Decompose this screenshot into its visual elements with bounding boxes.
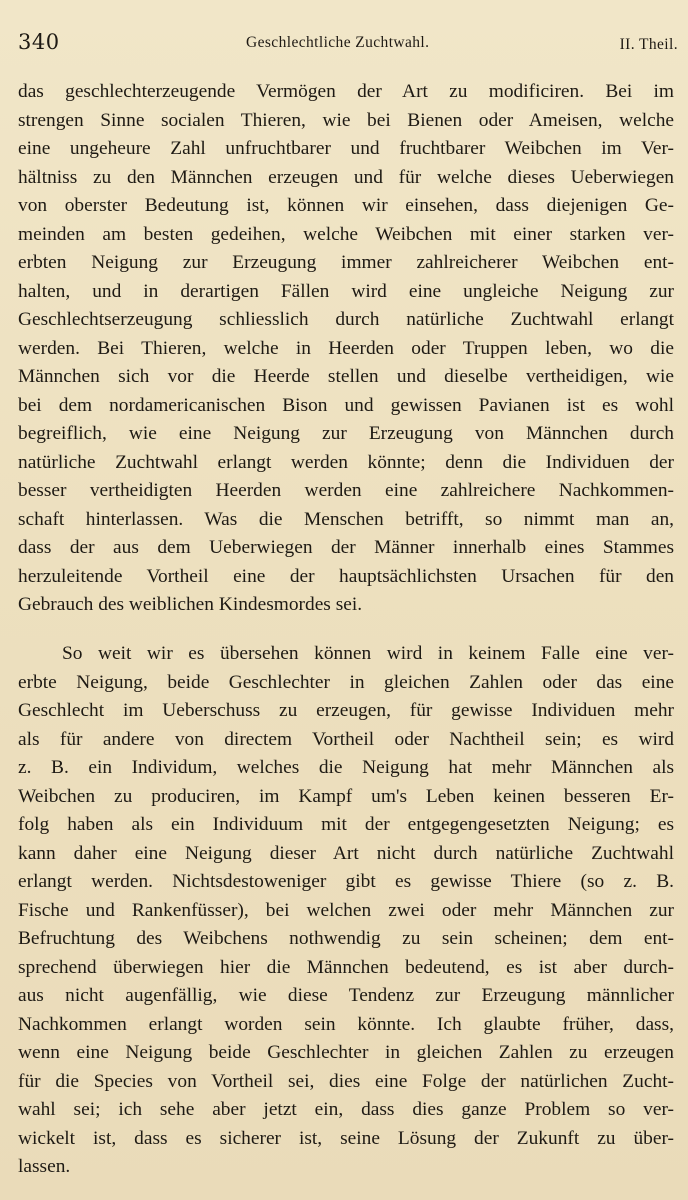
text-line: z. B. ein Individum, welches die Neigung hat mehr Männchen als [18, 757, 674, 778]
text-line: halten, und in derartigen Fällen wird eine ungleiche Neigung zur [18, 280, 674, 302]
text-line: werden. Bei Thieren, welche in Heerden oder Truppen leben, wo die [18, 337, 674, 359]
text-line: als für andere von directem Vortheil oder Nachtheil sein; es wird [18, 728, 674, 750]
text-line: Männchen sich vor die Heerde stellen und dieselbe vertheidigen, wie [18, 366, 674, 387]
text-line: Geschlechtserzeugung schliesslich durch natürliche Zuchtwahl erlangt [18, 309, 674, 330]
text-line: erbte Neigung, beide Geschlechter in gleichen Zahlen oder das eine [18, 671, 674, 693]
text-line: dass der aus dem Ueberwiegen der Männer innerhalb eines Stammes [18, 537, 674, 558]
text-line: wahl sei; ich sehe aber jetzt ein, dass dies ganze Problem so ver- [18, 1099, 674, 1120]
text-line: Nachkommen erlangt worden sein könnte. Ich glaubte früher, dass, [18, 1013, 674, 1035]
text-line: aus nicht augenfällig, wie diese Tendenz zur Erzeugung männlicher [18, 985, 674, 1006]
text-line: wickelt ist, dass es sicherer ist, seine Lösung der Zukunft zu über- [18, 1127, 674, 1149]
text-line: von oberster Bedeutung ist, können wir einsehen, dass diejenigen Ge- [18, 195, 674, 216]
text-line: natürliche Zuchtwahl erlangt werden könnte; denn die Individuen der [18, 451, 674, 473]
text-line: begreiflich, wie eine Neigung zur Erzeugung von Männchen durch [18, 423, 674, 444]
text-line: So weit wir es übersehen können wird in keinem Falle eine ver- [62, 643, 674, 664]
text-line: meinden am besten gedeihen, welche Weibchen mit einer starken ver- [18, 223, 674, 245]
text-line: hältniss zu den Männchen erzeugen und für welche dieses Ueberwiegen [18, 166, 674, 188]
text-line: Geschlecht im Ueberschuss zu erzeugen, für gewisse Individuen mehr [18, 700, 674, 721]
text-line: wenn eine Neigung beide Geschlechter in gleichen Zahlen zu erzeugen [18, 1042, 674, 1063]
text-line: erlangt werden. Nichtsdestoweniger gibt es gewisse Thiere (so z. B. [18, 871, 674, 892]
text-line: besser vertheidigten Heerden werden eine zahlreichere Nachkommen- [18, 480, 674, 501]
text-line: strengen Sinne socialen Thieren, wie bei Bienen oder Ameisen, welche [18, 109, 674, 131]
text-line: schaft hinterlassen. Was die Menschen betrifft, so nimmt man an, [18, 508, 674, 530]
text-line: Weibchen zu produciren, im Kampf um's Leben keinen besseren Er- [18, 785, 674, 807]
page-header [18, 30, 678, 60]
text-line: bei dem nordamericanischen Bison und gewissen Pavianen ist es wohl [18, 394, 674, 416]
text-line: erbten Neigung zur Erzeugung immer zahlreicherer Weibchen ent- [18, 252, 674, 273]
text-line: herzuleitende Vortheil eine der hauptsächlichsten Ursachen für den [18, 565, 674, 587]
text-line: für die Species von Vortheil sei, dies eine Folge der natürlichen Zucht- [18, 1070, 674, 1092]
part-label: II. Theil. [619, 36, 678, 53]
page-number: 340 [18, 30, 60, 54]
text-line: eine ungeheure Zahl unfruchtbarer und fruchtbarer Weibchen im Ver- [18, 138, 674, 159]
text-line: sprechend überwiegen hier die Männchen bedeutend, es ist aber durch- [18, 956, 674, 978]
text-line: lassen. [18, 1156, 71, 1177]
text-line: Fische und Rankenfüsser), bei welchen zwei oder mehr Männchen zur [18, 899, 674, 921]
text-line: Gebrauch des weiblichen Kindesmordes sei. [18, 594, 363, 615]
text-line: das geschlechterzeugende Vermögen der Art zu modificiren. Bei im [18, 81, 674, 102]
text-line: folg haben als ein Individuum mit der entgegengesetzten Neigung; es [18, 814, 674, 835]
running-title: Geschlechtliche Zuchtwahl. [246, 34, 430, 51]
text-line: Befruchtung des Weibchens nothwendig zu sein scheinen; dem ent- [18, 928, 674, 949]
text-line: kann daher eine Neigung dieser Art nicht durch natürliche Zuchtwahl [18, 842, 674, 864]
